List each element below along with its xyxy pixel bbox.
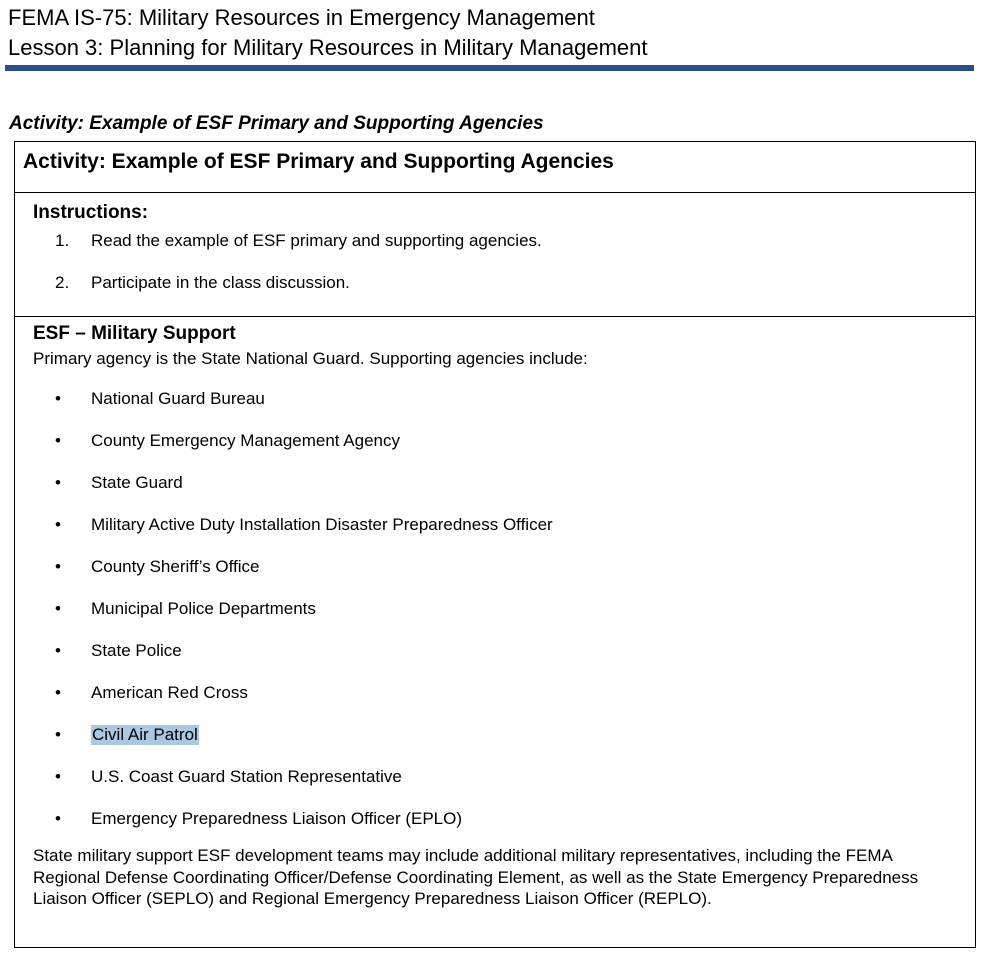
esf-closing-paragraph: State military support ESF development teams may include additional military representatives, including the FEMA Regional Defense Coordinating Officer/Defense Coordinating Element, as well as the State Emergency Preparedness Liaison Officer (SEPLO) and Regional Emergency Preparedness Liaison Officer (REPLO). bbox=[33, 846, 919, 908]
agency-label: U.S. Coast Guard Station Representative bbox=[91, 767, 402, 786]
step-number: 2. bbox=[55, 273, 70, 292]
bullet-icon: • bbox=[55, 767, 61, 786]
bullet-icon: • bbox=[55, 389, 61, 408]
bullet-icon: • bbox=[55, 641, 61, 660]
activity-title: Activity: Example of ESF Primary and Supporting Agencies bbox=[23, 150, 614, 173]
step-text: Participate in the class discussion. bbox=[91, 273, 350, 292]
agency-label: County Sheriff’s Office bbox=[91, 557, 260, 576]
activity-title-row bbox=[15, 142, 975, 193]
agency-label: Municipal Police Departments bbox=[91, 599, 316, 618]
esf-heading: ESF – Military Support bbox=[33, 323, 236, 344]
agency-label: National Guard Bureau bbox=[91, 389, 265, 408]
agency-label-selected[interactable]: Civil Air Patrol bbox=[92, 725, 198, 744]
agency-label: State Guard bbox=[91, 473, 183, 492]
step-text: Read the example of ESF primary and supporting agencies. bbox=[91, 231, 542, 250]
instructions-section bbox=[15, 193, 975, 317]
bullet-icon: • bbox=[55, 683, 61, 702]
agency-label: American Red Cross bbox=[91, 683, 248, 702]
step-number: 1. bbox=[55, 231, 70, 250]
esf-intro: Primary agency is the State National Guard. Supporting agencies include: bbox=[33, 349, 588, 368]
activity-table bbox=[14, 141, 976, 948]
agency-label: Military Active Duty Installation Disaster Preparedness Officer bbox=[91, 515, 553, 534]
document-header bbox=[8, 3, 974, 63]
bullet-icon: • bbox=[55, 431, 61, 450]
agency-label: State Police bbox=[91, 641, 182, 660]
bullet-icon: • bbox=[55, 473, 61, 492]
bullet-icon: • bbox=[55, 809, 61, 828]
activity-caption: Activity: Example of ESF Primary and Supporting Agencies bbox=[9, 113, 544, 134]
bullet-icon: • bbox=[55, 515, 61, 534]
course-title: FEMA IS-75: Military Resources in Emergency Management bbox=[8, 5, 595, 30]
lesson-title: Lesson 3: Planning for Military Resources in Military Management bbox=[8, 35, 648, 60]
agency-label: Emergency Preparedness Liaison Officer (EPLO) bbox=[91, 809, 463, 828]
agency-label: County Emergency Management Agency bbox=[91, 431, 401, 450]
bullet-icon: • bbox=[55, 599, 61, 618]
bullet-icon: • bbox=[55, 557, 61, 576]
bullet-icon: • bbox=[55, 725, 61, 744]
esf-military-support-section bbox=[15, 317, 975, 947]
header-rule bbox=[5, 65, 974, 71]
instructions-heading: Instructions: bbox=[33, 202, 149, 223]
